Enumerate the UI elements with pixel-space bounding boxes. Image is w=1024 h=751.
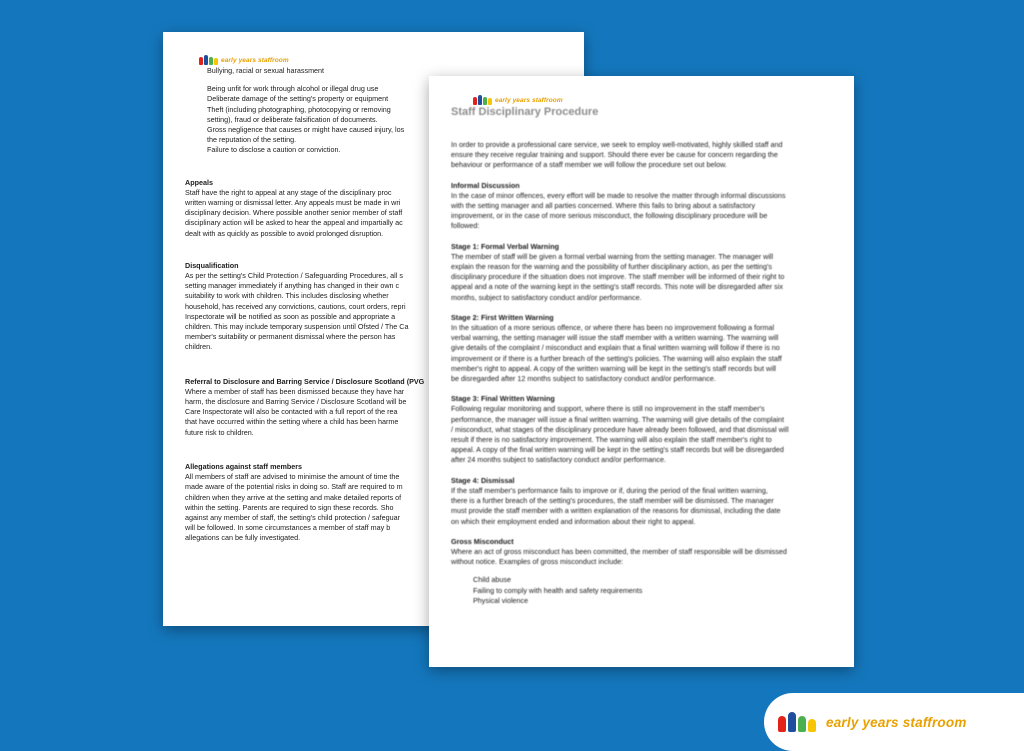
text-line: In the situation of a more serious offence, or where there has been no improvement following a formal — [451, 323, 775, 333]
text-line: children. This may include temporary suspension until Ofsted / The Ca — [185, 322, 409, 332]
hands-icon — [473, 95, 492, 105]
text-line: after 24 months subject to satisfactory conduct and/or performance. — [451, 455, 666, 465]
text-line: Following regular monitoring and support, where there is still no improvement in the staff member's — [451, 404, 765, 414]
text-line: setting manager immediately if anything has changed in their own c — [185, 281, 400, 291]
text-line: Where an act of gross misconduct has been committed, the member of staff responsible will be dismissed — [451, 546, 787, 556]
text-line: In the case of minor offences, every effort will be made to resolve the matter through informal discussions — [451, 190, 786, 200]
referral-section — [185, 377, 451, 438]
section-heading: Stage 2: First Written Warning — [451, 312, 554, 322]
list-item: • Physical violence — [473, 596, 829, 606]
text-line: months, subject to satisfactory conduct and/or performance. — [451, 292, 642, 302]
text-line: In order to provide a professional care service, we seek to employ well-motivated, highly skilled staff and — [451, 140, 783, 149]
text-line: made aware of the potential risks in doing so. Staff are required to m — [185, 482, 403, 492]
section-heading: Gross Misconduct — [451, 536, 514, 546]
brand-name: early years staffroom — [495, 96, 563, 104]
brand-logo-small — [473, 95, 563, 105]
informal-section — [451, 181, 829, 232]
text-line: result if there is no satisfactory improvement. The warning will also explain the staff member's right to — [451, 435, 772, 445]
back-page-body — [185, 66, 451, 544]
section-heading: Appeals — [185, 177, 213, 187]
list-item: • Failure to disclose a caution or conviction. — [207, 145, 451, 155]
text-line: written warning or dismissal letter. Any appeals must be made in wri — [185, 198, 401, 208]
text-line: give details of the complaint / misconduct and explain that a final written warning will follow if there is no — [451, 343, 780, 353]
text-line: member's right to appeal. A copy of the written warning will be kept in the setting's staff records but will — [451, 363, 777, 373]
list-item: • Being unfit for work through alcohol or illegal drug use — [207, 84, 451, 94]
hands-icon — [778, 712, 816, 732]
list-item: the reputation of the setting. — [207, 135, 297, 145]
text-line: against any member of staff, the setting's child protection / safeguar — [185, 512, 400, 522]
front-page-body — [451, 140, 829, 606]
text-line: on which their employment ended and information about their right to appeal. — [451, 516, 696, 526]
brand-logo — [764, 693, 1024, 751]
document-page-front — [429, 76, 854, 667]
stage3-section — [451, 394, 829, 465]
text-line: there is a further breach of the setting's procedures, the staff member will be dismissed. The manager — [451, 496, 774, 506]
list-item: • Deliberate damage of the setting's property or equipment — [207, 94, 451, 104]
section-heading: Referral to Disclosure and Barring Service / Disclosure Scotland (PVG — [185, 376, 425, 386]
brand-name: early years staffroom — [826, 714, 967, 730]
document-title: Staff Disciplinary Procedure — [451, 106, 599, 118]
text-line: behaviour or performance of a staff member we will follow the procedure set out below. — [451, 160, 727, 170]
text-line: Where a member of staff has been dismissed because they have har — [185, 386, 405, 396]
allegations-section — [185, 462, 451, 544]
brand-logo-small — [199, 55, 289, 65]
text-line: verbal warning, the setting manager will issue the staff member with a written warning. The warning will — [451, 333, 779, 343]
appeals-section — [185, 178, 451, 239]
text-line: children when they arrive at the setting and make detailed reports of — [185, 492, 402, 502]
text-line: explain the reason for the warning and the possibility of further disciplinary action, as per the setting's — [451, 262, 772, 272]
list-item: • Bullying, racial or sexual harassment — [207, 66, 451, 76]
text-line: children. — [185, 342, 213, 352]
disqualification-section — [185, 261, 451, 353]
list-item: • Gross negligence that causes or might have caused injury, los — [207, 125, 451, 135]
text-line: The member of staff will be given a formal verbal warning from the setting manager. The manager will — [451, 251, 774, 261]
list-item: setting), fraud or deliberate falsification of documents. — [207, 114, 378, 124]
text-line: household, has received any convictions, cautions, court orders, repri — [185, 301, 406, 311]
text-line: improvement, or in the case of more serious misconduct, the following disciplinary procedure will be — [451, 211, 768, 221]
list-item: • Failing to comply with health and safety requirements — [473, 586, 829, 596]
text-line: disciplinary action will be asked to hear the appeal and impartially ac — [185, 218, 403, 228]
text-line: appeal and a note of the warning kept in the setting's staff records. This note will be disregarded after six — [451, 282, 783, 292]
text-line: followed: — [451, 221, 480, 231]
text-line: without notice. Examples of gross misconduct include: — [451, 557, 624, 567]
text-line: Care Inspectorate will also be contacted with a full report of the rea — [185, 407, 398, 417]
text-line: Inspectorate will be notified as soon as possible and appropriate a — [185, 311, 396, 321]
text-line: disciplinary decision. Where possible another senior member of staff — [185, 208, 403, 218]
section-heading: Informal Discussion — [451, 180, 520, 190]
misconduct-bullets — [185, 66, 451, 156]
brand-name: early years staffroom — [221, 56, 289, 64]
text-line: suitability to work with children. This includes disclosing whether — [185, 291, 389, 301]
section-heading: Disqualification — [185, 260, 239, 270]
text-line: must provide the staff member with a written explanation of the reasons for dismissal, including the date — [451, 506, 781, 516]
text-line: will be followed. In some circumstances a member of staff may b — [185, 523, 391, 533]
text-line: within the setting. Parents are required to sign these records. Sho — [185, 502, 394, 512]
stage2-section — [451, 313, 829, 384]
section-heading: Stage 4: Dismissal — [451, 475, 515, 485]
section-heading: Stage 1: Formal Verbal Warning — [451, 241, 559, 251]
gross-misconduct-section — [451, 537, 829, 606]
text-line: All members of staff are advised to minimise the amount of time the — [185, 472, 400, 482]
text-line: improvement or if there is a further breach of the setting's policies. The warning will also explain the staff — [451, 353, 782, 363]
text-line: allegations can be fully investigated. — [185, 533, 301, 543]
text-line: future risk to children. — [185, 427, 254, 437]
intro-section — [451, 140, 829, 171]
text-line: be disregarded after 12 months subject to satisfactory conduct and/or performance. — [451, 374, 716, 384]
text-line: with the setting manager and all parties concerned. Where this fails to bring about a satisfactory — [451, 201, 756, 211]
text-line: performance, the manager will issue a final written warning. The warning will give details of the complaint — [451, 414, 785, 424]
text-line: disciplinary procedure if the situation does not improve. The staff member will be informed of their right to — [451, 272, 785, 282]
text-line: harm, the disclosure and Barring Service / Disclosure Scotland will be — [185, 397, 407, 407]
text-line: member's suitability or permanent dismissal where the person has — [185, 332, 396, 342]
stage4-section — [451, 476, 829, 527]
stage1-section — [451, 242, 829, 303]
text-line: that have occurred within the setting where a child has been harme — [185, 417, 399, 427]
list-item: • Child abuse — [473, 575, 829, 585]
text-line: dealt with as quickly as possible to avoid prolonged disruption. — [185, 228, 384, 238]
text-line: appeal. A copy of the final written warning will be kept in the setting's staff records but will be disregarded — [451, 445, 784, 455]
hands-icon — [199, 55, 218, 65]
text-line: If the staff member's performance fails to improve or if, during the period of the final written warning, — [451, 485, 768, 495]
text-line: ensure they receive regular training and support. Should there ever be cause for concern regarding the — [451, 150, 778, 160]
list-item: • Theft (including photographing, photocopying or removing — [207, 105, 451, 115]
section-heading: Stage 3: Final Written Warning — [451, 394, 555, 404]
text-line: As per the setting's Child Protection / Safeguarding Procedures, all s — [185, 271, 403, 281]
text-line: / misconduct, what stages of the disciplinary procedure have already been followed, and that dismissal will — [451, 424, 789, 434]
text-line: Staff have the right to appeal at any stage of the disciplinary proc — [185, 187, 392, 197]
section-heading: Allegations against staff members — [185, 461, 303, 471]
gross-misconduct-bullets — [451, 575, 829, 606]
